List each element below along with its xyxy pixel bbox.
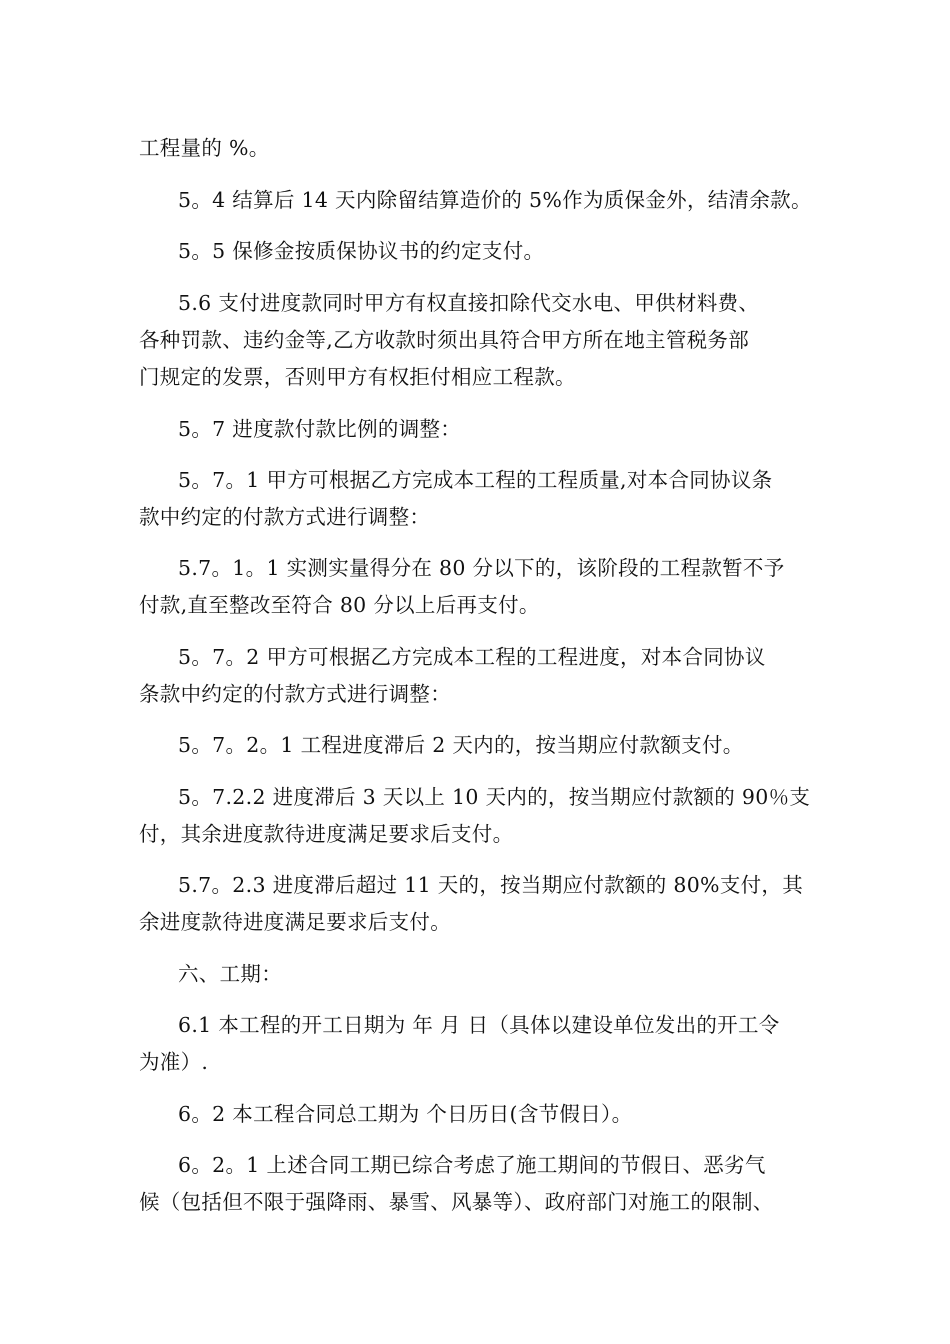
clause-6-2-1-line-2: 候（包括但不限于强降雨、暴雪、风暴等）、政府部门对施工的限制、 bbox=[139, 1190, 774, 1214]
clause-5-6-line-2: 各种罚款、违约金等,乙方收款时须出具符合甲方所在地主管税务部 bbox=[139, 328, 750, 352]
clause-5-7-2-line-1: 5。7。2 甲方可根据乙方完成本工程的工程进度，对本合同协议 bbox=[178, 645, 766, 669]
clause-5-6-line-3: 门规定的发票，否则甲方有权拒付相应工程款。 bbox=[139, 365, 576, 389]
clause-5-6-line-1: 5.6 支付进度款同时甲方有权直接扣除代交水电、甲供材料费、 bbox=[178, 291, 760, 315]
clause-5-7-2-3-line-1: 5.7。2.3 进度滞后超过 11 天的，按当期应付款额的 80%支付，其 bbox=[178, 873, 804, 897]
clause-5-7-2-2-line-2: 付，其余进度款待进度满足要求后支付。 bbox=[139, 822, 514, 846]
clause-5-4: 5。4 结算后 14 天内除留结算造价的 5%作为质保金外，结清余款。 bbox=[178, 188, 812, 212]
clause-5-7-2-1: 5。7。2。1 工程进度滞后 2 天内的，按当期应付款额支付。 bbox=[178, 733, 744, 757]
clause-6-2-1-line-1: 6。2。1 上述合同工期已综合考虑了施工期间的节假日、恶劣气 bbox=[178, 1153, 766, 1177]
clause-5-7: 5。7 进度款付款比例的调整： bbox=[178, 417, 462, 441]
clause-6-1-line-1: 6.1 本工程的开工日期为 年 月 日（具体以建设单位发出的开工令 bbox=[178, 1013, 780, 1037]
clause-5-7-1-line-1: 5。7。1 甲方可根据乙方完成本工程的工程质量,对本合同协议条 bbox=[178, 468, 773, 492]
clause-5-7-1-1-line-2: 付款,直至整改至符合 80 分以上后再支付。 bbox=[139, 593, 540, 617]
clause-5-5: 5。5 保修金按质保协议书的约定支付。 bbox=[178, 239, 545, 263]
clause-5-7-2-3-line-2: 余进度款待进度满足要求后支付。 bbox=[139, 910, 451, 934]
clause-5-7-2-line-2: 条款中约定的付款方式进行调整： bbox=[139, 682, 451, 706]
clause-5-7-1-1-line-1: 5.7。1。1 实测实量得分在 80 分以下的，该阶段的工程款暂不予 bbox=[178, 556, 785, 580]
clause-6-2: 6。2 本工程合同总工期为 个日历日(含节假日）。 bbox=[178, 1102, 633, 1126]
clause-5-7-1-line-2: 款中约定的付款方式进行调整： bbox=[139, 505, 431, 529]
clause-5-7-2-2-line-1: 5。7.2.2 进度滞后 3 天以上 10 天内的，按当期应付款额的 90％支 bbox=[178, 785, 811, 809]
text-line: 工程量的 %。 bbox=[139, 136, 270, 160]
section-heading-6: 六、工期： bbox=[178, 962, 282, 986]
clause-6-1-line-2: 为准）. bbox=[139, 1050, 209, 1074]
